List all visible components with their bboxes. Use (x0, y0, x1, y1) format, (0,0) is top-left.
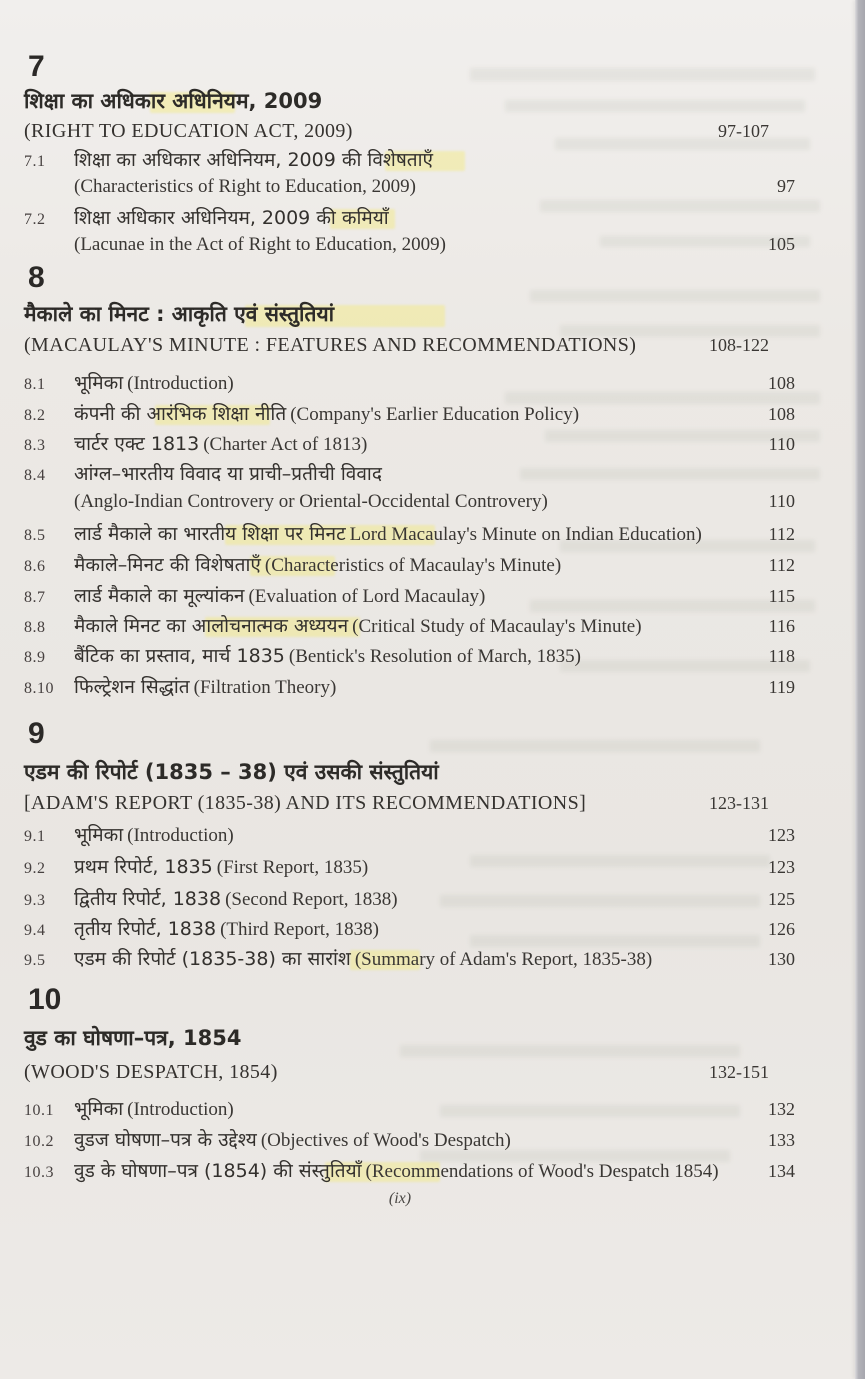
entry-number: 8.2 (24, 407, 46, 424)
chapter-page-range: 123-131 (709, 793, 769, 813)
chapter-title-hindi: मैकाले का मिनट : आकृति एवं संस्तुतियां (24, 302, 335, 326)
entry-title (74, 491, 759, 513)
entry-title-english: (Introduction) (127, 373, 234, 394)
entry-page-number: 108 (768, 404, 795, 424)
entry-title-english: (Anglo-Indian Controvery or Oriental-Occidental Controvery) (74, 491, 548, 512)
bleedthrough-artifact (430, 740, 760, 752)
chapter-title-english: (WOOD'S DESPATCH, 1854) (24, 1061, 278, 1083)
entry-title-hindi: बैंटिक का प्रस्ताव, मार्च 1835 (74, 645, 285, 667)
entry-page-number: 97 (777, 176, 795, 196)
entry-number: 8.7 (24, 589, 46, 606)
entry-number: 10.1 (24, 1102, 54, 1119)
entry-title-english: (Charter Act of 1813) (203, 434, 368, 455)
bleedthrough-artifact (470, 68, 815, 81)
entry-title-hindi: तृतीय रिपोर्ट, 1838 (74, 918, 217, 940)
entry-number: 9.4 (24, 922, 46, 939)
entry-title (74, 370, 758, 396)
entry-page-number: 132 (768, 1099, 795, 1119)
entry-title-english: (Introduction) (127, 1099, 234, 1120)
entry-title-hindi: एडम की रिपोर्ट (1835-38) का सारांश (74, 948, 351, 970)
entry-title (74, 583, 759, 609)
entry-title-hindi: प्रथम रिपोर्ट, 1835 (74, 856, 213, 878)
entry-page-number: 116 (768, 616, 795, 636)
chapter-title-english: (RIGHT TO EDUCATION ACT, 2009) (24, 120, 353, 142)
toc-entry (24, 854, 795, 880)
entry-page-number: 118 (768, 646, 795, 666)
toc-entry (24, 521, 795, 547)
folio: (ix) (388, 1190, 412, 1207)
entry-title-hindi: लार्ड मैकाले का भारतीय शिक्षा पर मिनट (74, 523, 346, 545)
entry-page-number: 105 (768, 234, 795, 254)
entry-number: 9.3 (24, 892, 46, 909)
entry-page-number: 108 (768, 373, 795, 393)
entry-title-english: (First Report, 1835) (216, 857, 369, 878)
entry-title-hindi: कंपनी की आरंभिक शिक्षा नीति (74, 403, 287, 425)
entry-page-number: 110 (768, 491, 795, 511)
chapter-title-hindi: वुड का घोषणा–पत्र, 1854 (24, 1026, 242, 1050)
entry-title (74, 552, 759, 578)
entry-title (74, 854, 758, 880)
toc-entry (24, 613, 795, 639)
entry-page-number: 112 (768, 555, 795, 575)
chapter-title-row (24, 791, 795, 815)
entry-title-english: (Company's Earlier Education Policy) (290, 404, 580, 425)
entry-title (74, 1096, 758, 1122)
toc-entry (24, 886, 795, 912)
bleedthrough-artifact (400, 1045, 740, 1057)
entry-title-english: (Evaluation of Lord Macaulay) (248, 586, 486, 607)
entry-title (74, 916, 758, 942)
entry-title (74, 205, 795, 231)
entry-number: 7.1 (24, 153, 46, 170)
entry-number: 8.4 (24, 467, 46, 484)
toc-entry (24, 1096, 795, 1122)
toc-entry (24, 946, 795, 972)
entry-number: 9.5 (24, 952, 46, 969)
entry-title-hindi: लार्ड मैकाले का मूल्यांकन (74, 585, 245, 607)
entry-page-number: 119 (768, 677, 795, 697)
chapter-title-row (24, 1060, 795, 1084)
entry-page-number: 123 (768, 825, 795, 845)
entry-number: 8.3 (24, 437, 46, 454)
chapter-title-hindi: शिक्षा का अधिकार अधिनियम, 2009 (24, 89, 323, 113)
entry-title-english: (Second Report, 1838) (225, 889, 398, 910)
chapter-title-row (24, 119, 795, 143)
entry-title-english: (Characteristics of Macaulay's Minute) (264, 555, 562, 576)
entry-number: 10.3 (24, 1164, 54, 1181)
entry-title-hindi: मैकाले–मिनट की विशेषताएँ (74, 554, 261, 576)
entry-title-hindi: द्वितीय रिपोर्ट, 1838 (74, 888, 222, 910)
bleedthrough-artifact (505, 100, 805, 112)
entry-title-english: (Filtration Theory) (193, 677, 337, 698)
entry-title (74, 613, 759, 639)
entry-page-number: 123 (768, 857, 795, 877)
entry-title (74, 946, 758, 972)
entry-page-number: 125 (768, 889, 795, 909)
toc-entry (24, 431, 795, 457)
entry-title-hindi: भूमिका (74, 372, 124, 394)
entry-page-number: 133 (768, 1130, 795, 1150)
toc-entry (24, 370, 795, 396)
entry-title (74, 822, 758, 848)
entry-title-english: (Recommendations of Wood's Despatch 1854) (365, 1161, 719, 1182)
entry-title (74, 886, 758, 912)
entry-title (74, 1158, 758, 1184)
chapter-page-range: 132-151 (709, 1062, 769, 1082)
entry-title (74, 431, 759, 457)
entry-title (74, 1127, 758, 1153)
entry-title-english: (Lacunae in the Act of Right to Education, 2009) (74, 234, 446, 255)
entry-title-hindi: वुड के घोषणा–पत्र (1854) की संस्तुतियाँ (74, 1160, 362, 1182)
entry-title (74, 461, 795, 487)
entry-page-number: 126 (768, 919, 795, 939)
toc-entry (24, 643, 795, 669)
entry-page-number: 110 (768, 434, 795, 454)
bleedthrough-artifact (530, 290, 820, 302)
entry-title (74, 234, 758, 256)
toc-entry-continuation (24, 176, 795, 198)
toc-entry (24, 916, 795, 942)
entry-title-english: (Critical Study of Macaulay's Minute) (352, 616, 642, 637)
entry-number: 8.10 (24, 680, 54, 697)
toc-entry (24, 1127, 795, 1153)
entry-title-hindi: भूमिका (74, 824, 124, 846)
entry-number: 8.9 (24, 649, 46, 666)
chapter-title-english: (MACAULAY'S MINUTE : FEATURES AND RECOMMENDATIONS) (24, 334, 637, 356)
chapter-number: 7 (28, 50, 45, 83)
toc-entry (24, 822, 795, 848)
entry-title-hindi: मैकाले मिनट का आलोचनात्मक अध्ययन (74, 615, 349, 637)
entry-title-hindi: फिल्ट्रेशन सिद्धांत (74, 676, 190, 698)
toc-entry (24, 205, 795, 231)
entry-title-hindi: वुडज घोषणा–पत्र के उद्देश्य (74, 1129, 257, 1151)
entry-number: 8.1 (24, 376, 46, 393)
entry-title-english: Lord Macaulay's Minute on Indian Education) (349, 524, 702, 545)
entry-page-number: 115 (768, 586, 795, 606)
entry-title (74, 643, 759, 669)
entry-number: 8.5 (24, 527, 46, 544)
toc-entry (24, 461, 795, 487)
entry-title-english: (Introduction) (127, 825, 234, 846)
entry-page-number: 130 (768, 949, 795, 969)
entry-title-english: (Bentick's Resolution of March, 1835) (288, 646, 581, 667)
toc-entry (24, 552, 795, 578)
entry-title-hindi: शिक्षा अधिकार अधिनियम, 2009 की कमियाँ (74, 207, 389, 229)
entry-title-hindi: शिक्षा का अधिकार अधिनियम, 2009 की विशेषताएँ (74, 149, 434, 171)
entry-title-hindi: भूमिका (74, 1098, 124, 1120)
chapter-number: 9 (28, 717, 45, 750)
entry-title (74, 176, 767, 198)
entry-title-english: (Summary of Adam's Report, 1835-38) (354, 949, 653, 970)
entry-number: 8.8 (24, 619, 46, 636)
entry-number: 9.2 (24, 860, 46, 877)
entry-number: 10.2 (24, 1133, 54, 1150)
entry-title-english: (Objectives of Wood's Despatch) (260, 1130, 511, 1151)
chapter-title-hindi: एडम की रिपोर्ट (1835 – 38) एवं उसकी संस्तुतियां (24, 760, 439, 784)
toc-entry (24, 147, 795, 173)
entry-page-number: 134 (768, 1161, 795, 1181)
entry-title (74, 674, 759, 700)
toc-entry (24, 401, 795, 427)
chapter-page-range: 108-122 (709, 335, 769, 355)
chapter-title-row (24, 333, 795, 357)
toc-entry-continuation (24, 491, 795, 513)
chapter-title-english: [ADAM'S REPORT (1835-38) AND ITS RECOMMENDATIONS] (24, 792, 587, 814)
toc-entry (24, 583, 795, 609)
entry-title (74, 521, 759, 547)
chapter-number: 8 (28, 261, 45, 294)
entry-number: 9.1 (24, 828, 46, 845)
entry-title-english: (Third Report, 1838) (220, 919, 379, 940)
toc-entry (24, 674, 795, 700)
entry-title-english: (Characteristics of Right to Education, 2009) (74, 176, 416, 197)
entry-number: 8.6 (24, 558, 46, 575)
entry-number: 7.2 (24, 211, 46, 228)
chapter-page-range: 97-107 (718, 121, 769, 141)
entry-title-hindi: चार्टर एक्ट 1813 (74, 433, 200, 455)
entry-title (74, 147, 795, 173)
page-edge (855, 0, 865, 1379)
entry-title (74, 401, 758, 427)
entry-page-number: 112 (768, 524, 795, 544)
chapter-number: 10 (28, 983, 62, 1016)
entry-title-hindi: आंग्ल–भारतीय विवाद या प्राची–प्रतीची विवाद (74, 463, 382, 485)
toc-entry-continuation (24, 234, 795, 256)
toc-entry (24, 1158, 795, 1184)
